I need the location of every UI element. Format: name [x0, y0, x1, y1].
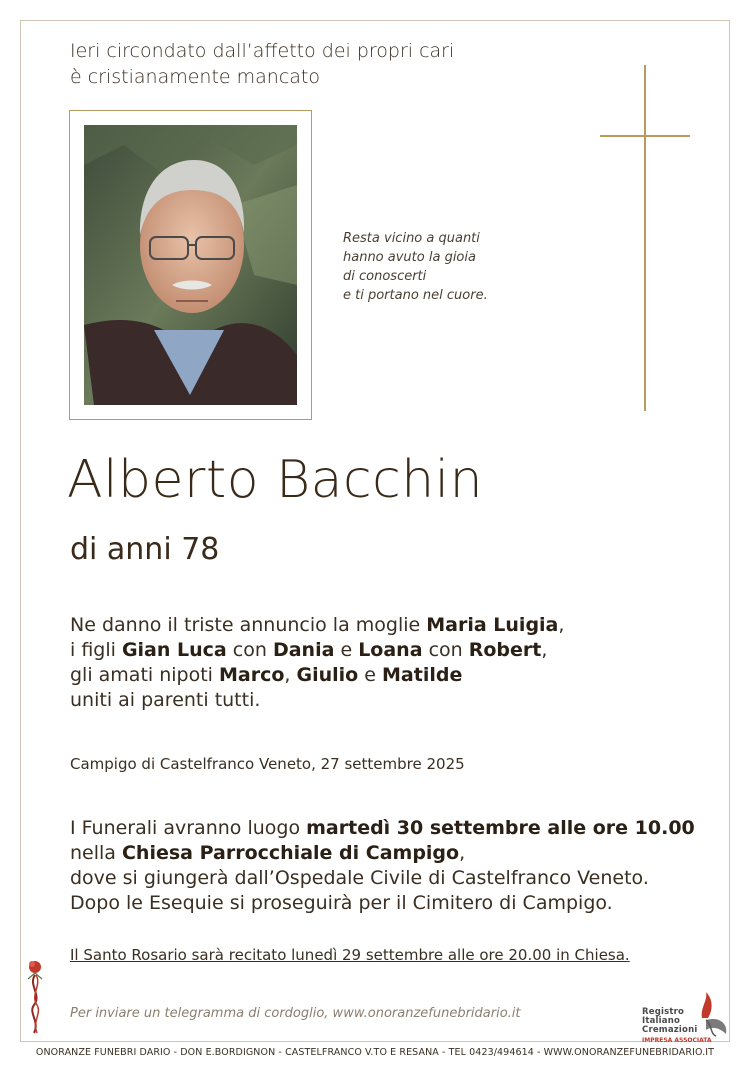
announcement-line-1: Ne danno il triste annuncio la moglie Maria Luigia,	[70, 614, 565, 636]
intro-line-1: Ieri circondato dall’affetto dei propri cari	[70, 40, 455, 62]
registry-name: Registro Italiano Cremazioni	[642, 1007, 698, 1035]
registry-subtitle: IMPRESA ASSOCIATA	[642, 1037, 712, 1044]
announcement-line-2: i figli Gian Luca con Dania e Loana con Robert,	[70, 639, 548, 661]
funeral-details	[70, 816, 695, 916]
funeral-line-1: I Funerali avranno luogo martedì 30 settembre alle ore 10.00	[70, 817, 695, 839]
funeral-line-2: nella Chiesa Parrocchiale di Campigo,	[70, 842, 466, 864]
telegram-note: Per inviare un telegramma di cordoglio, www.onoranzefunebridario.it	[70, 1006, 521, 1021]
portrait-photo	[84, 125, 297, 405]
footer-contacts: ONORANZE FUNEBRI DARIO - DON E.BORDIGNON - CASTELFRANCO V.TO E RESANA - TEL 0423/494614 - WWW.ONORANZEFUNEBRIDARIO.IT	[35, 1047, 715, 1058]
funeral-line-4: Dopo le Esequie si proseguirà per il Cimitero di Campigo.	[70, 892, 613, 914]
rosary-notice: Il Santo Rosario sarà recitato lunedì 29 settembre alle ore 20.00 in Chiesa.	[70, 946, 630, 964]
quote-line-1: Resta vicino a quanti	[343, 231, 480, 246]
deceased-name: Alberto Bacchin	[67, 450, 484, 510]
funeral-line-3: dove si giungerà dall’Ospedale Civile di Castelfranco Veneto.	[70, 867, 649, 889]
quote-line-2: hanno avuto la gioia	[343, 250, 476, 265]
quote-line-3: di conoscerti	[343, 269, 427, 284]
quote-line-4: e ti portano nel cuore.	[343, 288, 488, 303]
announcement-line-3: gli amati nipoti Marco, Giulio e Matilde	[70, 664, 463, 686]
announcement	[70, 613, 564, 713]
cross-icon	[644, 65, 646, 411]
portrait-frame	[69, 110, 312, 420]
deceased-age: di anni 78	[70, 532, 220, 567]
memorial-quote	[343, 229, 488, 305]
intro-line-2: è cristianamente mancato	[70, 66, 320, 88]
announcement-line-4: uniti ai parenti tutti.	[70, 689, 261, 711]
flower-icon	[22, 955, 48, 1035]
intro-text	[70, 38, 454, 90]
place-date: Campigo di Castelfranco Veneto, 27 settembre 2025	[70, 755, 465, 773]
cross-icon-bar	[600, 135, 690, 137]
